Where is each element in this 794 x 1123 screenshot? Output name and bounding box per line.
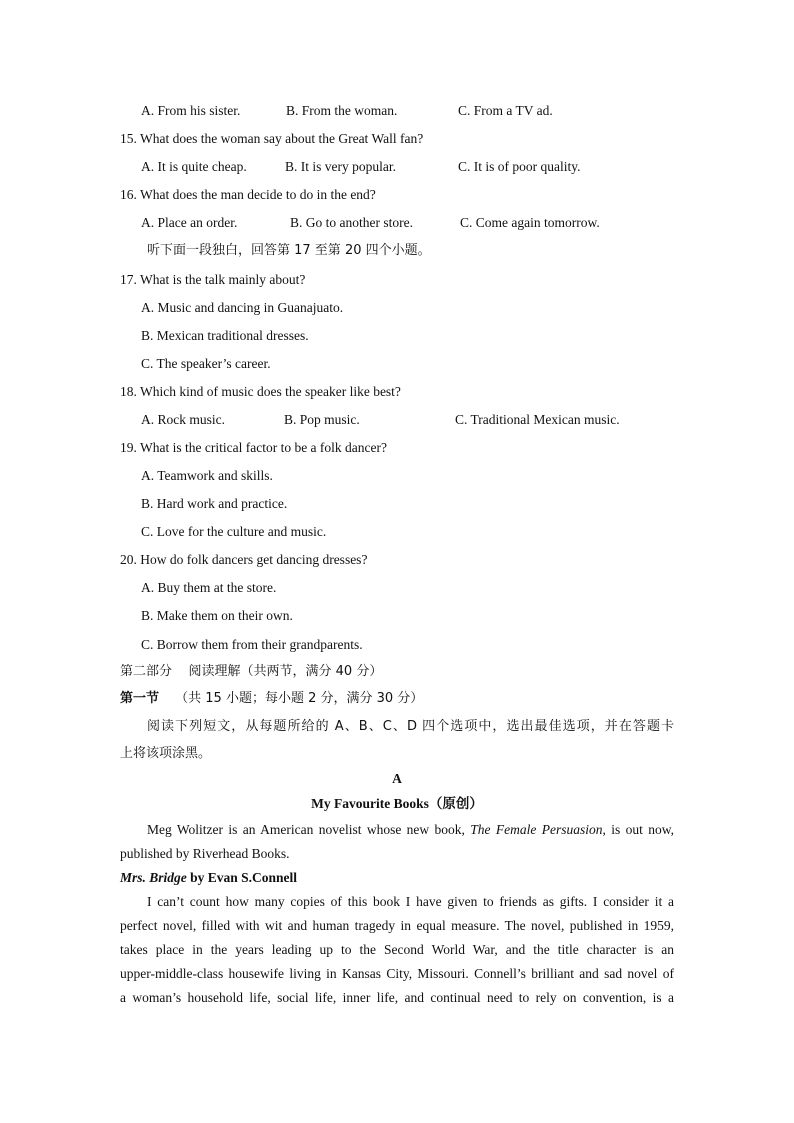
q18-option-c: C. Traditional Mexican music.: [455, 412, 620, 427]
passage-letter: A: [392, 771, 402, 786]
q20-option-a: A. Buy them at the store.: [141, 580, 277, 595]
q19-option-c: C. Love for the culture and music.: [141, 524, 327, 539]
reading-instruction-line1: 阅读下列短文，从每题所给的 A、B、C、D 四个选项中，选出最佳选项，并在答题卡: [147, 719, 674, 734]
q15-option-a: A. It is quite cheap.: [141, 159, 247, 174]
q14-options: [0, 103, 794, 119]
passage-title: My Favourite Books（原创）: [311, 796, 483, 811]
book-title-female-persuasion: The Female Persuasion: [470, 822, 603, 837]
q17-option-a: A. Music and dancing in Guanajuato.: [141, 300, 344, 315]
intro-text-end: , is out now,: [602, 822, 674, 837]
q14-option-c: C. From a TV ad.: [458, 103, 553, 118]
q16-options: [0, 215, 794, 231]
book-title-mrs-bridge: Mrs. Bridge: [120, 870, 187, 885]
intro-line-2: published by Riverhead Books.: [120, 846, 290, 861]
q14-option-a: A. From his sister.: [141, 103, 241, 118]
passage-intro: [120, 818, 674, 866]
q17-option-b: B. Mexican traditional dresses.: [141, 328, 309, 343]
monologue-instruction: 听下面一段独白，回答第 17 至第 20 四个小题。: [147, 243, 431, 258]
intro-line-1: [120, 818, 674, 842]
q18-option-a: A. Rock music.: [141, 412, 225, 427]
book-heading: [120, 870, 297, 886]
q20-option-c: C. Borrow them from their grandparents.: [141, 637, 363, 652]
q14-option-b: B. From the woman.: [286, 103, 398, 118]
q17-option-c: C. The speaker’s career.: [141, 356, 271, 371]
q16-question: 16. What does the man decide to do in the end?: [120, 187, 376, 202]
q20-question: 20. How do folk dancers get dancing dresses?: [120, 552, 368, 567]
section1-heading: [120, 691, 423, 707]
q15-option-b: B. It is very popular.: [285, 159, 396, 174]
q19-question: 19. What is the critical factor to be a folk dancer?: [120, 440, 388, 455]
q16-option-a: A. Place an order.: [141, 215, 238, 230]
q18-option-b: B. Pop music.: [284, 412, 360, 427]
body-line-2: perfect novel, filled with wit and human tragedy in equal measure. The novel, published in 1959,: [120, 918, 674, 933]
q17-question: 17. What is the talk mainly about?: [120, 272, 306, 287]
q18-question: 18. Which kind of music does the speaker like best?: [120, 384, 401, 399]
reading-instruction-line2: 上将该项涂黑。: [120, 746, 212, 761]
q15-option-c: C. It is of poor quality.: [458, 159, 581, 174]
q19-option-b: B. Hard work and practice.: [141, 496, 288, 511]
body-line-1: I can’t count how many copies of this book I have given to friends as gifts. I consider it a: [147, 894, 674, 909]
intro-text: Meg Wolitzer is an American novelist whose new book,: [147, 822, 471, 837]
part2-heading: 第二部分 阅读理解（共两节，满分 40 分）: [120, 664, 383, 679]
q18-options: [0, 412, 794, 428]
q15-question: 15. What does the woman say about the Great Wall fan?: [120, 131, 424, 146]
passage-body: [120, 890, 674, 1010]
book-author: by Evan S.Connell: [186, 870, 298, 885]
q19-option-a: A. Teamwork and skills.: [141, 468, 273, 483]
body-line-5: a woman’s household life, social life, inner life, and continual need to rely on convention, is a: [120, 990, 674, 1005]
q16-option-c: C. Come again tomorrow.: [460, 215, 600, 230]
q15-options: [0, 159, 794, 175]
body-line-3: takes place in the years leading up to the Second World War, and the title character is an: [120, 942, 674, 957]
q20-option-b: B. Make them on their own.: [141, 608, 293, 623]
section1-desc: （共 15 小题；每小题 2 分，满分 30 分）: [175, 691, 424, 706]
q16-option-b: B. Go to another store.: [290, 215, 413, 230]
body-line-4: upper-middle-class housewife living in Kansas City, Missouri. Connell’s brilliant and sad novel of: [120, 966, 674, 981]
section1-label: 第一节: [120, 691, 160, 706]
